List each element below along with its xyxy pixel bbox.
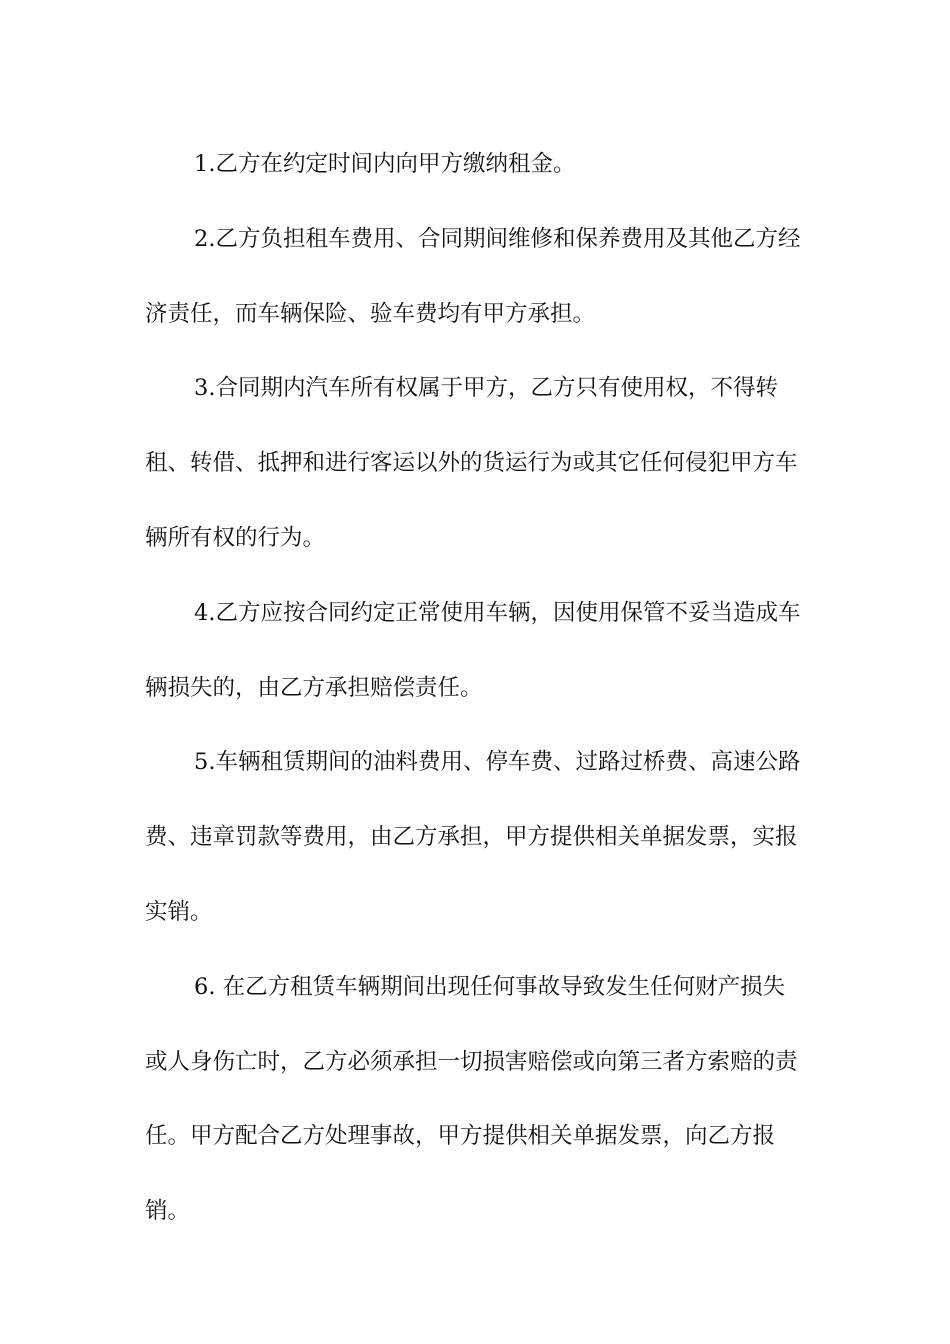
paragraph-6: 6. 在乙方租赁车辆期间出现任何事故导致发生任何财产损失或人身伤亡时，乙方必须承担一切损害赔偿或向第三者方索赔的责任。甲方配合乙方处理事故，甲方提供相关单据发票，向乙方报销。 bbox=[145, 973, 798, 1225]
paragraph-5: 5.车辆租赁期间的油料费用、停车费、过路过桥费、高速公路费、违章罚款等费用，由乙方承担，甲方提供相关单据发票，实报实销。 bbox=[145, 749, 801, 925]
paragraph-1: 1.乙方在约定时间内向甲方缴纳租金。 bbox=[194, 151, 576, 177]
paragraph-4: 4.乙方应按合同约定正常使用车辆，因使用保管不妥当造成车辆损失的，由乙方承担赔偿责任。 bbox=[145, 599, 801, 701]
document-body bbox=[145, 127, 807, 1249]
paragraph-3: 3.合同期内汽车所有权属于甲方，乙方只有使用权，不得转租、转借、抵押和进行客运以外的货运行为或其它任何侵犯甲方车辆所有权的行为。 bbox=[145, 375, 798, 551]
paragraph-2: 2.乙方负担租车费用、合同期间维修和保养费用及其他乙方经济责任，而车辆保险、验车费均有甲方承担。 bbox=[145, 225, 801, 327]
